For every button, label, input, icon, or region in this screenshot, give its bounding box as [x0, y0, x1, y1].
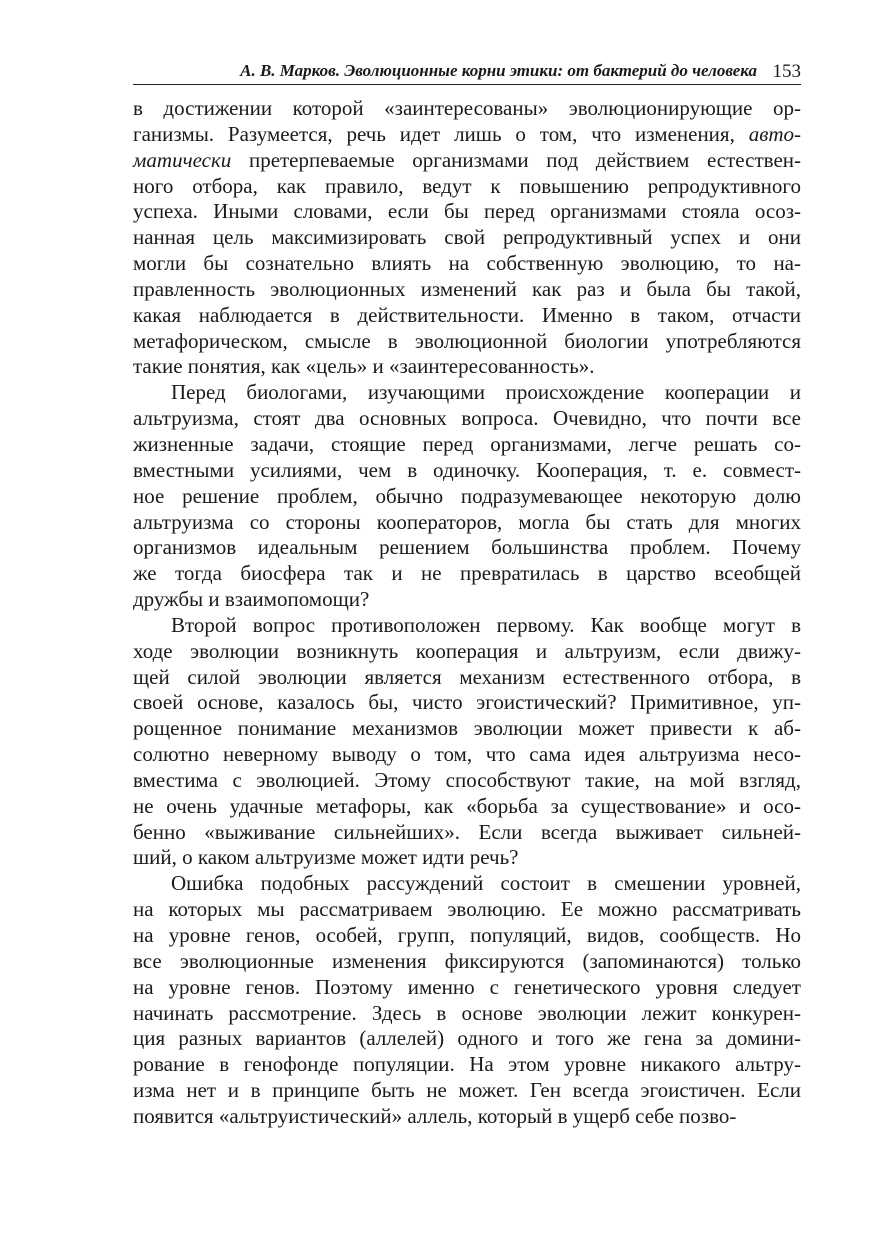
text-line: на уровне генов, особей, групп, популяций, видов, сообществ. Но [133, 923, 801, 947]
text-line: на которых мы рассматриваем эволюцию. Ее можно рассматривать [133, 897, 801, 922]
text-line: рощенное понимание механизмов эволюции может привести к аб- [133, 716, 801, 741]
text-line: Перед биологами, изучающими происхождение кооперации и [171, 380, 801, 405]
text-line: своей основе, казалось бы, чисто эгоистический? Примитивное, уп- [133, 690, 801, 715]
text-line: жизненные задачи, стоящие перед организмами, легче решать со- [133, 431, 801, 456]
text-line: могли бы сознательно влиять на собственную эволюцию, то на- [133, 251, 801, 276]
book-page [133, 58, 801, 1130]
body-text [133, 96, 801, 1130]
text-line: ного отбора, как правило, ведут к повышению репродуктивного [133, 173, 801, 198]
text-line: щей силой эволюции является механизм естественного отбора, в [133, 664, 801, 689]
running-title: А. В. Марков. Эволюционные корни этики: от бактерий до человека [240, 61, 757, 80]
text-line: ходе эволюции возникнуть кооперация и альтруизм, если движу- [133, 638, 801, 663]
text-line: не очень удачные метафоры, как «борьба за существование» и осо- [133, 793, 801, 818]
text-line: матически претерпеваемые организмами под действием естествен- [133, 147, 801, 172]
text-line: рование в генофонде популяции. На этом уровне никакого альтру- [133, 1052, 801, 1077]
text-line: ганизмы. Разумеется, речь идет лишь о том, что изменения, авто- [133, 121, 801, 146]
text-line: альтруизма, стоят два основных вопроса. Очевидно, что почти все [133, 406, 801, 431]
text-line: нанная цель максимизировать свой репродуктивный успех и они [133, 225, 801, 250]
text-line: появится «альтруистический» аллель, который в ущерб себе позво- [133, 1103, 737, 1128]
text-line: альтруизма со стороны кооператоров, могла бы стать для многих [133, 509, 801, 534]
text-line: изма нет и в принципе быть не может. Ген всегда эгоистичен. Если [133, 1078, 801, 1103]
text-line: на уровне генов. Поэтому именно с генетического уровня следует [133, 974, 801, 999]
text-line: бенно «выживание сильнейших». Если всегда выживает сильней- [133, 819, 801, 844]
text-line: ция разных вариантов (аллелей) одного и того же гена за домини- [133, 1026, 801, 1051]
text-line: же тогда биосфера так и не превратилась в царство всеобщей [133, 561, 801, 586]
text-line: метафорическом, смысле в эволюционной биологии употребляются [133, 328, 801, 353]
text-line: ное решение проблем, обычно подразумевающее некоторую долю [133, 483, 801, 508]
text-line: успеха. Иными словами, если бы перед организмами стояла осоз- [133, 199, 801, 224]
text-line: вместными усилиями, чем в одиночку. Кооперация, т. е. совмест- [133, 457, 801, 482]
text-line: такие понятия, как «цель» и «заинтересованность». [133, 354, 595, 379]
text-line: ший, о каком альтруизме может идти речь? [133, 845, 519, 870]
paragraph [133, 96, 801, 380]
text-line: Ошибка подобных рассуждений состоит в смешении уровней, [171, 871, 801, 896]
text-line: какая наблюдается в действительности. Именно в таком, отчасти [133, 302, 801, 327]
running-header [133, 58, 801, 85]
text-line: организмов идеальным решением большинства проблем. Почему [133, 535, 801, 560]
text-line: начинать рассмотрение. Здесь в основе эволюции лежит конкурен- [133, 1000, 801, 1025]
paragraph [133, 613, 801, 871]
text-line: Второй вопрос противоположен первому. Как вообще могут в [171, 612, 801, 637]
text-line: правленность эволюционных изменений как раз и была бы такой, [133, 276, 801, 301]
text-line: в достижении которой «заинтересованы» эволюционирующие ор- [133, 96, 801, 120]
text-line: вместима с эволюцией. Этому способствуют такие, на мой взгляд, [133, 767, 801, 792]
paragraph [133, 380, 801, 613]
text-line: солютно неверному выводу о том, что сама идея альтруизма несо- [133, 742, 801, 767]
paragraph [133, 871, 801, 1129]
text-line: дружбы и взаимопомощи? [133, 587, 370, 612]
text-line: все эволюционные изменения фиксируются (запоминаются) только [133, 948, 801, 973]
page-number: 153 [772, 61, 801, 82]
